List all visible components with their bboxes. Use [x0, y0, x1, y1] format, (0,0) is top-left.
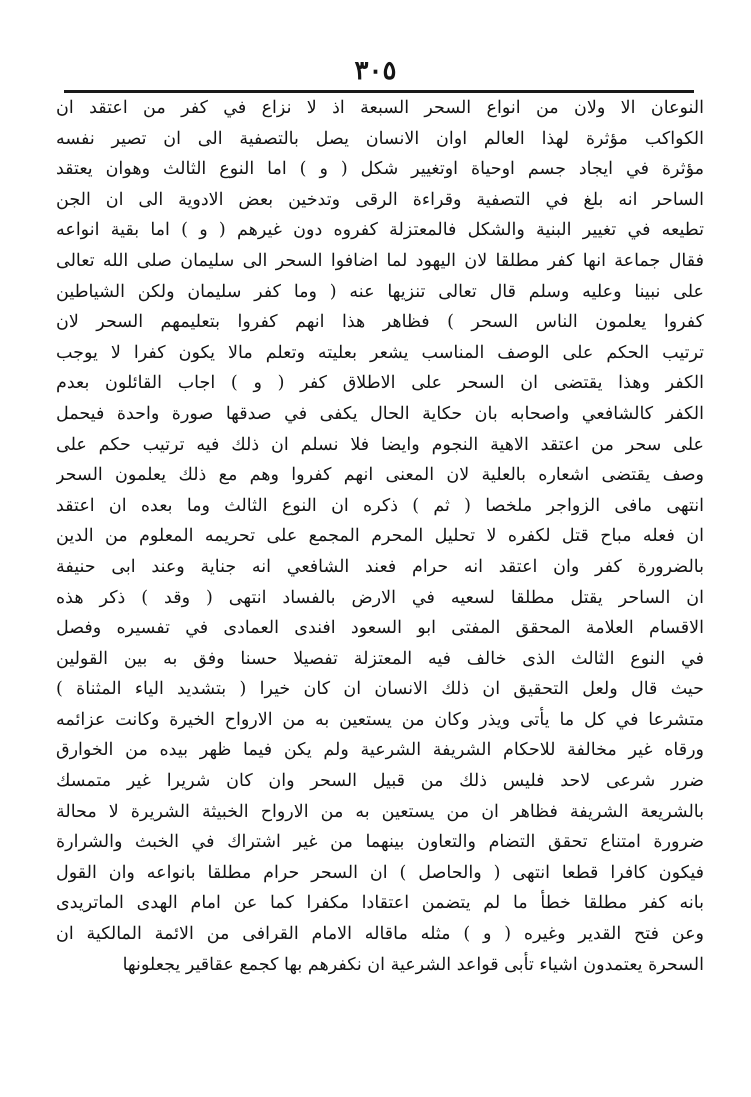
text-line: كفروا يعلمون الناس السحر ) فظاهر هذا انهم كفروا بتعليمهم السحر لان — [56, 312, 704, 333]
text-line: الاقسام العلامة المحقق المفتى ابو السعود افندى العمادى في تفسيره وفصل — [56, 618, 704, 639]
text-line: بالشريعة الشريفة فظاهر ان من يستعين به من الارواح الخبيثة الشريرة لا محالة — [56, 801, 704, 822]
text-line: ان الساحر يقتل مطلقا لسعيه في الارض بالفساد انتهى ( وقد ) ذكر هذه — [56, 587, 704, 608]
text-line: ترتيب الحكم على الوصف المناسب يشعر بعليته وتعلم مالا يكون كفرا لا يوجب — [56, 342, 704, 363]
text-line: على نبينا وعليه وسلم قال تعالى تنزيها عنه ( وما كفر سليمان ولكن الشياطين — [56, 281, 704, 302]
text-line: على سحر من اعتقد الاهية النجوم وايضا فلا نسلم ان ذلك فيه ترتيب حكم على — [56, 434, 704, 455]
text-line: وصف يقتضى اشعاره بالعلية لان المعنى انهم كفروا وهم مع ذلك يعلمون السحر — [56, 465, 704, 486]
text-line: ورقاه غير مخالفة للاحكام الشريفة الشرعية ولم يكن فيما ظهر بيده من الخوارق — [56, 740, 704, 761]
text-line: الكفر كالشافعي واصحابه بان حكاية الحال يكفى في صدقها صورة واحدة فيحمل — [56, 403, 704, 424]
text-line: ضرر شرعى لاحد فليس ذلك من قبيل السحر وان كان شريرا غير متمسك — [56, 771, 704, 792]
text-line: بانه كفر مطلقا خطأ ما لم يتضمن اعتقادا مكفرا كما عن امام الهدى الماتريدى — [56, 893, 704, 914]
text-line: السحرة يعتمدون اشياء تأبى قواعد الشرعية ان نكفرهم بها كجمع عقاقير يجعلونها — [122, 954, 704, 975]
text-line: ضرورة امتناع تحقق التضام والتعاون بينهما من غير اشتراك في الخبث والشرارة — [56, 832, 704, 853]
text-line: الساحر انه بلغ في التصفية وقراءة الرقى وتدخين بعض الادوية الى ان الجن — [56, 189, 704, 210]
text-line: فيكون كافرا قطعا انتهى ( والحاصل ) ان السحر حرام مطلقا بانواعه وان القول — [56, 862, 704, 883]
text-line: فقال جماعة انها كفر مطلقا لان اليهود لما اضافوا السحر الى سليمان صلى الله تعالى — [56, 250, 704, 271]
text-line: في النوع الثالث الذى خالف فيه المعتزلة تفصيلا حسنا وفق به بين القولين — [56, 648, 704, 669]
text-line: الكفر وهذا يقتضى ان السحر على الاطلاق كفر ( و ) اجاب القائلون بعدم — [56, 373, 704, 394]
text-line: انتهى مافى الزواجر ملخصا ( ثم ) ذكره ان النوع الثالث وما بعده ان اعتقد — [56, 495, 704, 516]
text-line: مؤثرة في ايجاد جسم اوحياة اوتغيير شكل ( و ) اما النوع الثالث وهوان يعتقد — [56, 159, 704, 180]
text-line: الكواكب مؤثرة لهذا العالم اوان الانسان يصل بالتصفية الى ان تصير نفسه — [56, 128, 704, 149]
text-line: النوعان الا ولان من انواع السحر السبعة اذ لا نزاع في كفر من اعتقد ان — [56, 98, 704, 118]
text-line: ان فعله مباح قتل لكفره لا تحليل المحرم المجمع على تحريمه المعلوم من الدين — [56, 526, 704, 547]
text-line: تطيعه في تغيير البنية والشكل فالمعتزلة كفروه دون غيرهم ( و ) اما بقية انواعه — [56, 220, 704, 241]
text-line: وعن فتح القدير وغيره ( و ) مثله ماقاله الامام القرافى من الائمة المالكية ان — [56, 924, 704, 945]
text-line: بالضرورة كفر وان اعتقد انه حرام فعند الشافعي انه جناية وعند ابى حنيفة — [56, 556, 704, 577]
page-number: ٣٠٥ — [354, 56, 397, 86]
text-line: حيث قال ولعل التحقيق ان ذلك الانسان ان كان خيرا ( بتشديد الياء المثناة ) — [56, 679, 704, 700]
text-line: متشرعا في كل ما يأتى ويذر وكان من يستعين به من الارواح الخيرة وكانت عزائمه — [56, 709, 704, 730]
body-text — [56, 93, 704, 980]
